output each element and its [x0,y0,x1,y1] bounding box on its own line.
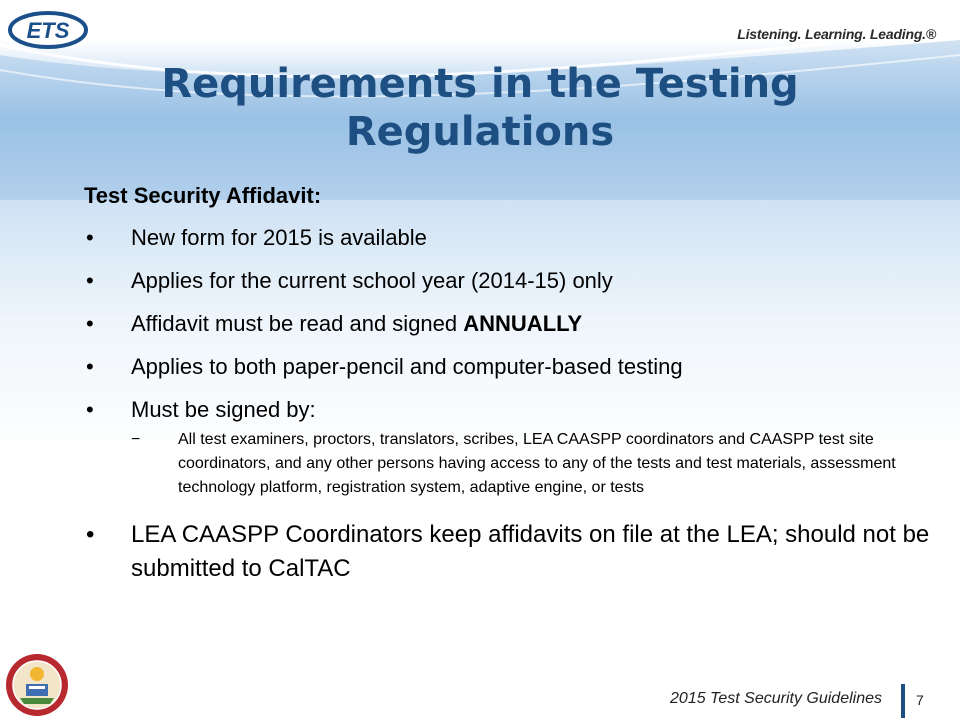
bullet-text: New form for 2015 is available [131,225,427,250]
dash-icon: − [131,431,141,448]
bullet-icon: • [86,397,94,422]
bullet-item [84,518,944,586]
slide-title: Requirements in the Testing Regulations [161,61,799,155]
bullet-icon: • [86,354,94,379]
bullet-text: LEA CAASPP Coordinators keep affidavits on file at the LEA; should not be submitted to CalTAC [131,521,930,582]
sub-bullet-item [131,428,944,500]
bullet-icon: • [86,268,94,293]
bullet-item [84,352,944,381]
sub-bullet-text: All test examiners, proctors, translators, scribes, LEA CAASPP coordinators and CAASPP test site coordinators, and any other persons having access to any of the tests and test materials, assessment technology platform, registration system, adaptive engine, or tests [178,431,896,496]
bullet-text: Applies to both paper-pencil and computer-based testing [131,354,683,379]
bullet-text: Must be signed by: [131,397,316,422]
bullet-item [84,309,944,338]
bullet-text: Applies for the current school year (2014-15) only [131,268,613,293]
subheading: Test Security Affidavit: [84,183,322,208]
svg-text:ETS: ETS [26,18,70,43]
bullet-icon: • [86,311,94,336]
bullet-icon: • [86,521,95,548]
ets-logo [6,10,92,50]
tagline: Listening. Learning. Leading.® [737,26,936,42]
bullet-icon: • [86,225,94,250]
footer-doc-title: 2015 Test Security Guidelines [670,690,882,707]
sub-bullet-list [131,428,944,500]
slide-number: 7 [916,692,924,708]
bullet-text: Affidavit must be read and signed [131,311,464,336]
california-education-seal [4,652,70,718]
bullet-list [84,223,944,586]
footer-divider [901,684,905,718]
slide-content [84,183,944,600]
bullet-emphasis: ANNUALLY [463,311,583,336]
bullet-item [84,395,944,500]
bullet-item [84,223,944,252]
bullet-item [84,266,944,295]
